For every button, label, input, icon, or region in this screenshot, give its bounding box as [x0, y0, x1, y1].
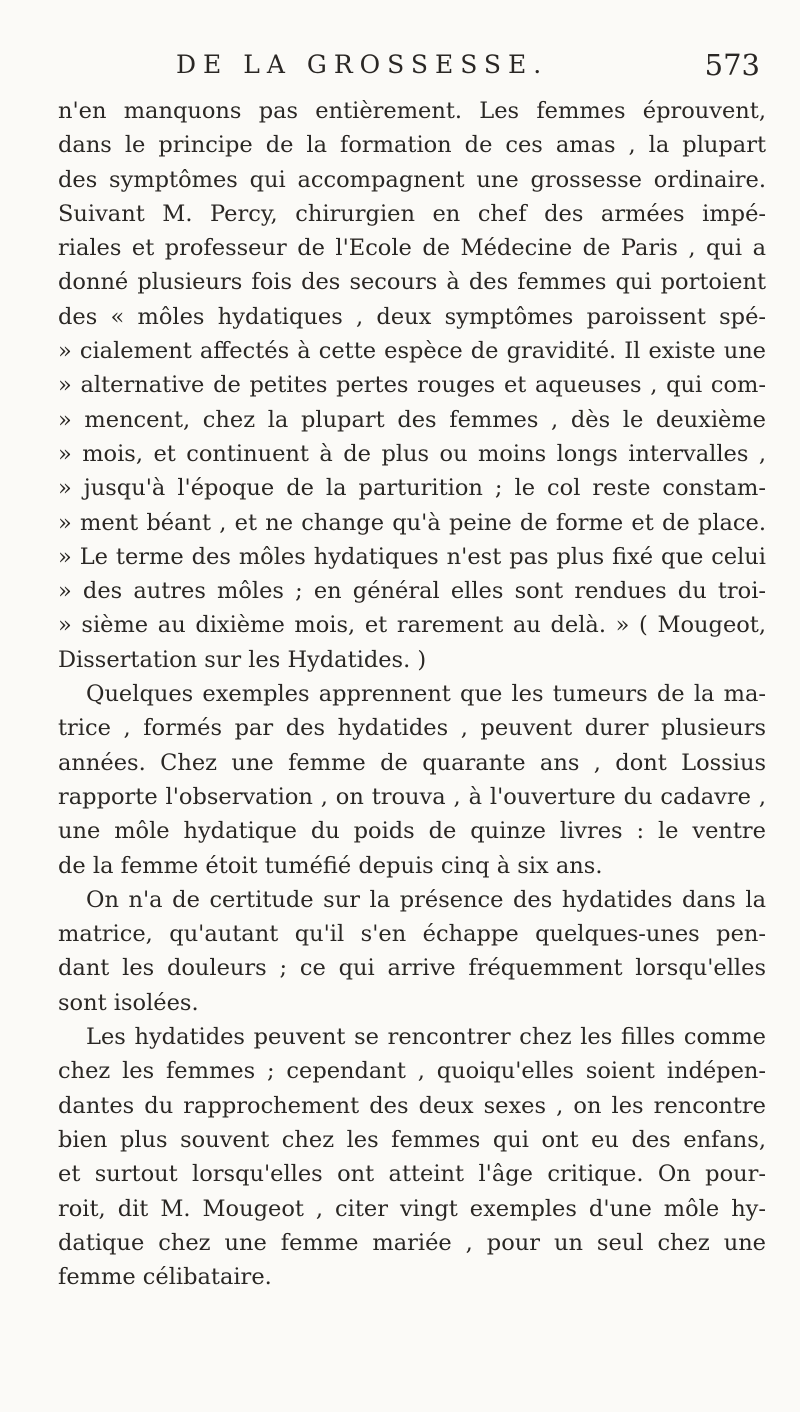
- text-line: » alternative de petites pertes rouges et aqueuses , qui com-: [58, 372, 766, 399]
- text-line: années. Chez une femme de quarante ans , dont Lossius: [58, 749, 766, 776]
- text-line: n'en manquons pas entièrement. Les femmes éprouvent,: [58, 98, 766, 124]
- text-line: et surtout lorsqu'elles ont atteint l'âge critique. On pour-: [58, 1161, 766, 1188]
- text-line: des symptômes qui accompagnent une grossesse ordinaire.: [58, 166, 766, 193]
- text-line: femme célibataire.: [58, 1264, 272, 1291]
- text-line: » des autres môles ; en général elles sont rendues du troi-: [58, 578, 766, 605]
- text-line: roit, dit M. Mougeot , citer vingt exemples d'une môle hy-: [58, 1195, 766, 1222]
- text-line: datique chez une femme mariée , pour un seul chez une: [58, 1229, 766, 1256]
- text-line: » mencent, chez la plupart des femmes , dès le deuxième: [58, 406, 766, 433]
- text-line: » ment béant , et ne change qu'à peine de forme et de place.: [58, 509, 766, 536]
- text-line: bien plus souvent chez les femmes qui ont eu des enfans,: [58, 1126, 766, 1153]
- text-line: rapporte l'observation , on trouva , à l'ouverture du cadavre ,: [58, 783, 766, 810]
- running-title: DE LA GROSSESSE.: [176, 50, 549, 79]
- text-line: Quelques exemples apprennent que les tumeurs de la ma-: [86, 681, 766, 708]
- text-line: dant les douleurs ; ce qui arrive fréquemment lorsqu'elles: [58, 955, 766, 982]
- text-line: dans le principe de la formation de ces amas , la plupart: [58, 132, 766, 159]
- text-line: dantes du rapprochement des deux sexes , on les rencontre: [58, 1092, 766, 1119]
- text-line: sont isolées.: [58, 989, 199, 1016]
- text-line: de la femme étoit tuméfié depuis cinq à six ans.: [58, 852, 603, 879]
- text-line: Suivant M. Percy, chirurgien en chef des armées impé-: [58, 200, 766, 227]
- text-line: » Le terme des môles hydatiques n'est pas plus fixé que celui: [58, 543, 766, 570]
- text-line: donné plusieurs fois des secours à des femmes qui portoient: [58, 269, 766, 296]
- page-number: 573: [704, 48, 760, 82]
- text-line: » cialement affectés à cette espèce de gravidité. Il existe une: [58, 338, 766, 365]
- text-line: des « môles hydatiques , deux symptômes paroissent spé-: [58, 303, 766, 330]
- text-line: matrice, qu'autant qu'il s'en échappe quelques-unes pen-: [58, 921, 766, 948]
- text-line: Dissertation sur les Hydatides. ): [58, 646, 427, 673]
- text-line: » mois, et continuent à de plus ou moins longs intervalles ,: [58, 440, 766, 467]
- text-line: » sième au dixième mois, et rarement au delà. » ( Mougeot,: [58, 612, 766, 639]
- text-line: » jusqu'à l'époque de la parturition ; le col reste constam-: [58, 475, 766, 502]
- text-line: On n'a de certitude sur la présence des hydatides dans la: [86, 886, 766, 913]
- page-header: [58, 48, 766, 88]
- page-body: [58, 94, 766, 1294]
- text-line: trice , formés par des hydatides , peuvent durer plusieurs: [58, 715, 766, 742]
- text-line: une môle hydatique du poids de quinze livres : le ventre: [58, 818, 766, 845]
- text-line: Les hydatides peuvent se rencontrer chez les filles comme: [86, 1024, 766, 1051]
- book-page: [58, 48, 766, 1294]
- text-line: chez les femmes ; cependant , quoiqu'elles soient indépen-: [58, 1058, 766, 1085]
- text-line: riales et professeur de l'Ecole de Médecine de Paris , qui a: [58, 235, 766, 262]
